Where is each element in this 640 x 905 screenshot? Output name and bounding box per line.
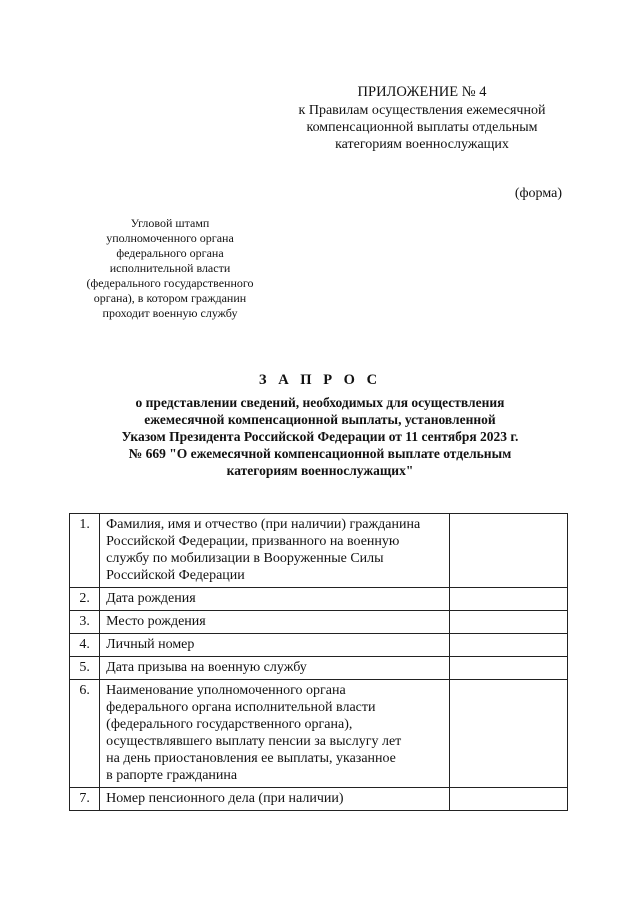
table-row [70, 588, 568, 611]
stamp-line: исполнительной власти [109, 261, 231, 275]
row-number: 4. [70, 634, 100, 657]
row-label-line: Личный номер [106, 637, 195, 652]
row-label-line: осуществлявшего выплату пенсии за выслугу лет [106, 734, 402, 749]
stamp-line: Угловой штамп [130, 216, 210, 230]
row-label-line: Номер пенсионного дела (при наличии) [106, 791, 344, 806]
row-label [100, 788, 450, 811]
stamp-line: проходит военную службу [102, 306, 238, 320]
request-subtitle [96, 394, 544, 479]
row-label [100, 657, 450, 680]
table-row [70, 634, 568, 657]
row-value-cell[interactable] [450, 634, 568, 657]
row-number: 7. [70, 788, 100, 811]
row-value-cell[interactable] [450, 611, 568, 634]
table-row [70, 657, 568, 680]
table-row [70, 680, 568, 788]
row-number: 1. [70, 514, 100, 588]
table-row [70, 514, 568, 588]
row-value-cell[interactable] [450, 514, 568, 588]
row-label-line: в рапорте гражданина [106, 768, 238, 783]
appendix-line: компенсационной выплаты отдельным [306, 120, 538, 135]
row-label-line: Место рождения [106, 614, 206, 629]
row-number: 2. [70, 588, 100, 611]
subtitle-line: Указом Президента Российской Федерации от 11 сентября 2023 г. [121, 429, 519, 444]
row-number: 5. [70, 657, 100, 680]
stamp-line: федерального органа [116, 246, 224, 260]
row-value-cell[interactable] [450, 788, 568, 811]
table-row [70, 788, 568, 811]
row-label [100, 611, 450, 634]
row-label [100, 680, 450, 788]
subtitle-line: категориям военнослужащих" [226, 463, 414, 478]
row-value-cell[interactable] [450, 657, 568, 680]
row-label-line: федерального органа исполнительной власти [106, 700, 376, 715]
row-label-line: Российской Федерации [106, 568, 245, 583]
row-label-line: (федерального государственного органа), [106, 717, 353, 732]
row-value-cell[interactable] [450, 588, 568, 611]
row-label-line: на день приостановления ее выплаты, указанное [106, 751, 396, 766]
row-label [100, 634, 450, 657]
appendix-line: к Правилам осуществления ежемесячной [298, 103, 546, 118]
row-label-line: Фамилия, имя и отчество (при наличии) гражданина [106, 517, 421, 532]
appendix-title: ПРИЛОЖЕНИЕ № 4 [357, 84, 487, 100]
subtitle-line: о представлении сведений, необходимых для осуществления [135, 395, 505, 410]
table-row [70, 611, 568, 634]
row-value-cell[interactable] [450, 680, 568, 788]
row-label-line: Наименование уполномоченного органа [106, 683, 346, 698]
appendix-line: категориям военнослужащих [335, 137, 509, 152]
stamp-line: уполномоченного органа [106, 231, 234, 245]
row-number: 3. [70, 611, 100, 634]
row-label-line: Дата призыва на военную службу [106, 660, 307, 675]
request-title: З А П Р О С [258, 372, 382, 388]
stamp-line: органа), в котором гражданин [93, 291, 247, 305]
appendix-header [282, 84, 562, 153]
row-number: 6. [70, 680, 100, 788]
row-label-line: Российской Федерации, призванного на военную [106, 534, 400, 549]
row-label-line: службу по мобилизации в Вооруженные Силы [106, 551, 384, 566]
row-label [100, 514, 450, 588]
form-label: (форма) [514, 186, 562, 201]
row-label-line: Дата рождения [106, 591, 196, 606]
request-form-table [69, 513, 568, 811]
stamp-line: (федерального государственного [86, 276, 254, 290]
row-label [100, 588, 450, 611]
subtitle-line: ежемесячной компенсационной выплаты, установленной [144, 412, 496, 427]
subtitle-line: № 669 "О ежемесячной компенсационной выплате отдельным [128, 446, 512, 461]
corner-stamp-block [70, 216, 270, 321]
